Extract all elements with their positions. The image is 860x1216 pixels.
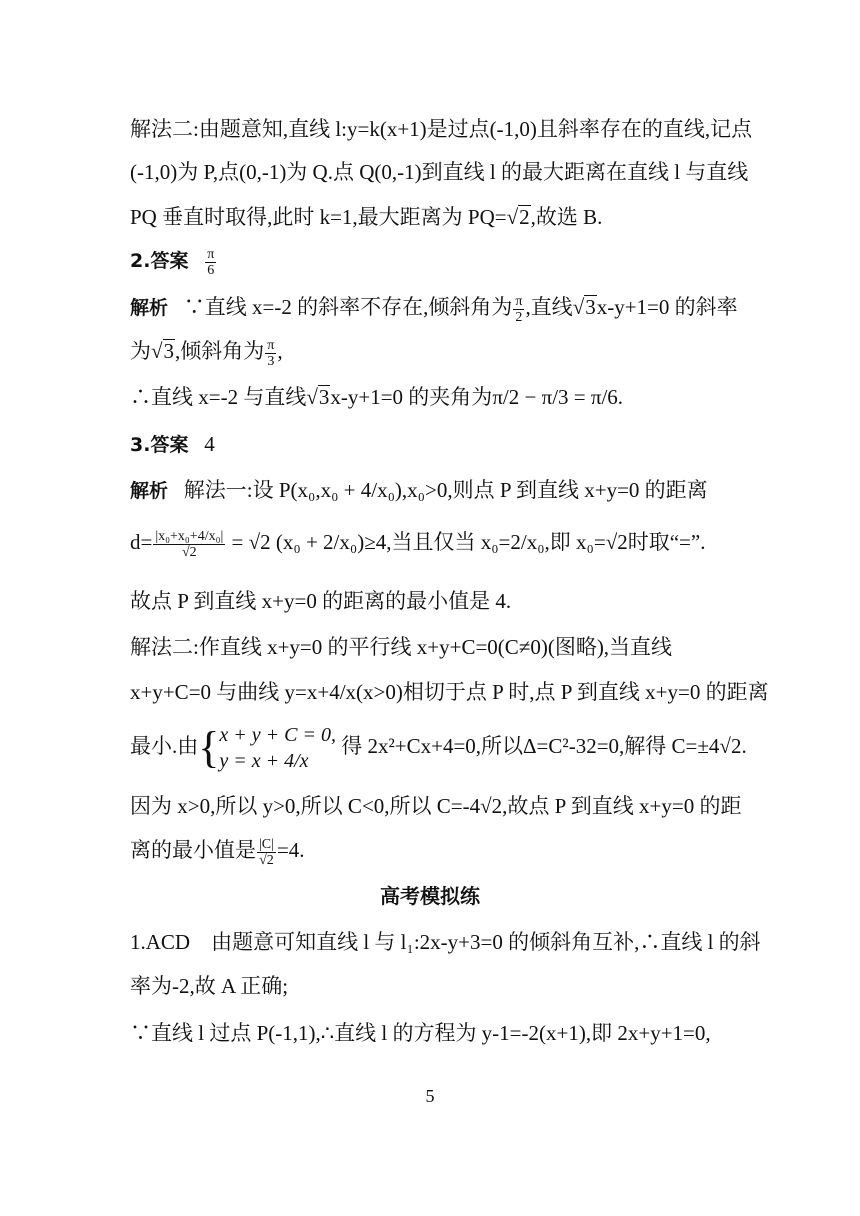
text-line: ∵直线 l 过点 P(-1,1),∴直线 l 的方程为 y-1=-2(x+1),即 2x+y+1=0, — [130, 1021, 711, 1045]
text-span: d= — [130, 530, 153, 554]
text-line — [130, 383, 730, 411]
text-span: 得 2x²+Cx+4=0,所以Δ=C²-32=0,解得 C=±4√2. — [341, 733, 747, 758]
analysis-label: 解析 — [130, 297, 169, 319]
text-line: 解法二:作直线 x+y=0 的平行线 x+y+C=0(C≠0)(图略),当直线 — [130, 635, 673, 659]
text-span: x-y+1=0 的夹角为 — [330, 385, 493, 409]
answer-fraction — [205, 247, 216, 278]
analysis-label: 解析 — [130, 480, 169, 502]
fraction — [257, 837, 276, 868]
section-title: 高考模拟练 — [380, 884, 480, 908]
text-line — [130, 337, 730, 369]
question-3-answer-line — [130, 430, 730, 459]
fraction-denominator: √2 — [259, 852, 274, 868]
fraction — [513, 294, 524, 325]
angle-expression: π/2 − π/3 = π/6. — [492, 385, 624, 409]
fraction-numerator: |x₀+x₀+4/x₀| — [155, 528, 224, 544]
text-span: 为 — [130, 339, 151, 363]
equation-system — [219, 722, 336, 774]
text-line: 因为 x>0,所以 y>0,所以 C<0,所以 C=-4√2,故点 P 到直线 x+y=0 的距 — [130, 794, 742, 818]
text-span: 离的最小值是 — [130, 838, 256, 862]
text-span: = √2 (x₀ + 2/x₀)≥4,当且仅当 x₀=2/x₀,即 x₀=√2时取“=”. — [226, 530, 706, 554]
answer-choice: 1.ACD — [130, 930, 191, 954]
text-span: =4. — [276, 838, 305, 862]
text-span: x-y+1=0 的斜率 — [596, 295, 738, 319]
text-span: ,倾斜角为 — [175, 339, 265, 363]
fraction-numerator: π — [267, 337, 275, 353]
text-line — [130, 836, 730, 868]
sqrt-radicand: 2 — [519, 205, 530, 229]
text-span: 最小.由 — [130, 733, 199, 758]
text-line — [130, 293, 738, 325]
brace-symbol: { — [198, 723, 220, 772]
fraction-numerator: π — [515, 293, 523, 309]
text-line: 率为-2,故 A 正确; — [130, 974, 289, 998]
text-span: , — [277, 339, 283, 363]
text-line — [130, 528, 730, 560]
text-span: 解法一:设 P(x₀,x₀ + 4/x₀),x₀>0,则点 P 到直线 x+y=0 的距离 — [183, 478, 708, 502]
answer-label: 2.答案 — [130, 250, 189, 272]
text-span: PQ 垂直时取得,此时 k=1,最大距离为 PQ= — [130, 205, 507, 229]
system-equation-2: y = x + 4/x — [219, 750, 309, 772]
text-line: (-1,0)为 P,点(0,-1)为 Q.点 Q(0,-1)到直线 l 的最大距离在直线 l 与直线 — [130, 160, 749, 184]
page-number: 5 — [425, 1086, 435, 1106]
text-span: ,直线 — [525, 295, 573, 319]
text-line — [130, 476, 730, 505]
sqrt-symbol: √ — [572, 295, 585, 319]
sqrt-radicand: 3 — [163, 339, 175, 363]
answer-value: 4 — [204, 432, 215, 456]
fraction-denominator: 3 — [267, 353, 275, 369]
sqrt-radicand: 3 — [585, 295, 596, 319]
text-span: ∴直线 x=-2 与直线 — [130, 385, 307, 409]
text-span: 由题意可知直线 l 与 l₁:2x-y+3=0 的倾斜角互补,∴直线 l 的斜 — [211, 930, 761, 954]
sqrt-symbol: √ — [151, 339, 163, 363]
text-line — [130, 928, 761, 956]
text-line — [130, 203, 730, 231]
text-line — [130, 722, 747, 774]
answer-label: 3.答案 — [130, 434, 189, 456]
fraction-denominator: 6 — [207, 262, 215, 278]
fraction-numerator: |C| — [259, 836, 274, 852]
text-span: ∵直线 x=-2 的斜率不存在,倾斜角为 — [183, 295, 513, 319]
fraction-denominator: 2 — [515, 309, 523, 325]
sqrt-radicand: 3 — [318, 385, 330, 409]
text-line: 故点 P 到直线 x+y=0 的距离的最小值是 4. — [130, 589, 512, 613]
text-span: ,故选 B. — [530, 205, 603, 229]
question-2-answer-line — [130, 246, 730, 278]
sqrt-symbol: √ — [306, 385, 318, 409]
fraction-denominator: √2 — [181, 544, 197, 560]
distance-fraction — [153, 529, 225, 560]
fraction — [265, 338, 276, 369]
text-line: x+y+C=0 与曲线 y=x+4/x(x>0)相切于点 P 时,点 P 到直线 x+y=0 的距离 — [130, 680, 769, 704]
system-equation-1: x + y + C = 0, — [219, 724, 336, 746]
sqrt-symbol: √ — [506, 205, 519, 229]
text-line: 解法二:由题意知,直线 l:y=k(x+1)是过点(-1,0)且斜率存在的直线,记点 — [130, 117, 753, 141]
fraction-numerator: π — [207, 246, 215, 262]
